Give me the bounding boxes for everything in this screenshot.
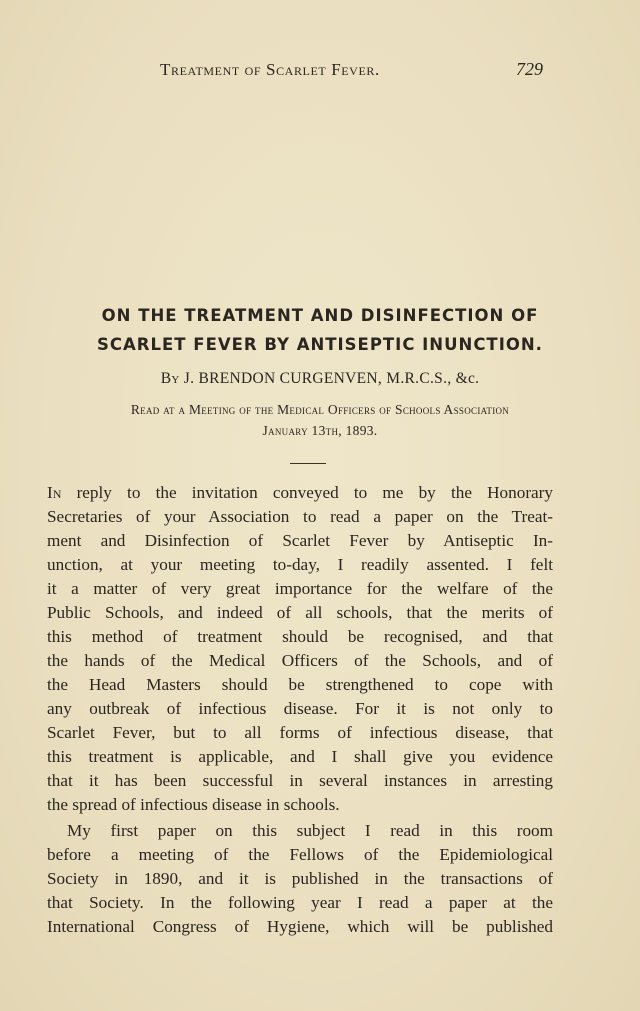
paragraph-line: unction, at your meeting to-day, I readily assented. I felt [47,555,553,574]
byline-prefix: By [160,370,180,387]
paragraph-line: Scarlet Fever, but to all forms of infectious disease, that [47,723,553,742]
section-divider [290,463,326,464]
paragraph-line: ment and Disinfection of Scarlet Fever by Antiseptic In- [47,531,553,550]
byline [40,370,600,388]
read-at-line-2: January 13th, 1893. [262,423,378,438]
read-at-line-1: Read at a Meeting of the Medical Officers of Schools Association [130,402,510,417]
paragraph-line: before a meeting of the Fellows of the Epidemiological [47,845,553,864]
paragraph-1 [47,481,553,817]
paragraph-line: My first paper on this subject I read in this room [67,821,553,840]
paragraph-line: the hands of the Medical Officers of the Schools, and of [47,651,553,670]
paragraph-2 [47,819,553,939]
paragraph-line: the spread of infectious disease in schools. [47,795,340,814]
paragraph-line: International Congress of Hygiene, which will be published [47,917,553,936]
drop-word: In [47,483,62,502]
running-head: Treatment of Scarlet Fever. [160,60,380,79]
paragraph-line: it a matter of very great importance for the welfare of the [47,579,553,598]
paragraph-line: In reply to the invitation conveyed to me by the Honorary [47,483,553,502]
paragraph-line: this treatment is applicable, and I shall give you evidence [47,747,553,766]
paragraph-line: any outbreak of infectious disease. For it is not only to [47,699,553,718]
article-title-line-2: SCARLET FEVER BY ANTISEPTIC INUNCTION. [97,335,543,354]
article-title-line-1: ON THE TREATMENT AND DISINFECTION OF [101,306,539,325]
paragraph-line: Public Schools, and indeed of all schools, that the merits of [47,603,553,622]
paragraph-line: the Head Masters should be strengthened to cope with [47,675,553,694]
page-number: 729 [516,59,543,79]
paragraph-line: this method of treatment should be recognised, and that [47,627,553,646]
paragraph-line: that Society. In the following year I read a paper at the [47,893,553,912]
byline-author: J. BRENDON CURGENVEN, M.R.C.S., &c. [183,370,480,387]
paragraph-line: Society in 1890, and it is published in the transactions of [47,869,553,888]
paragraph-line: Secretaries of your Association to read a paper on the Treat- [47,507,553,526]
paragraph-line: that it has been successful in several instances in arresting [47,771,553,790]
